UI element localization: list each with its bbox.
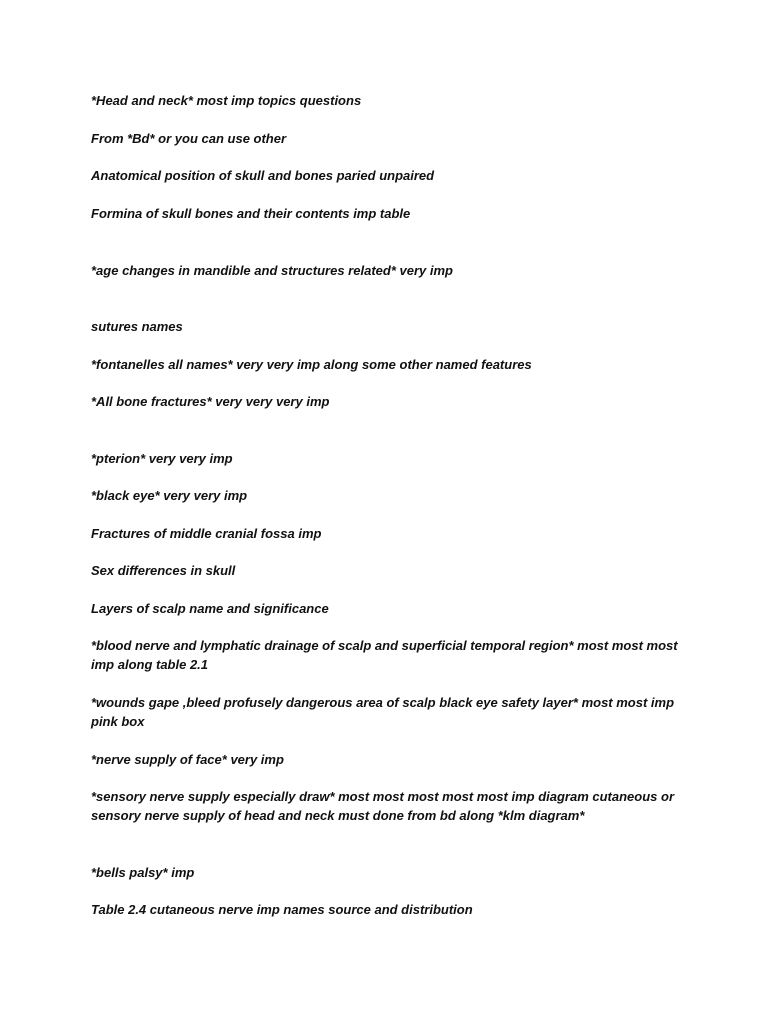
text-line: Fractures of middle cranial fossa imp xyxy=(91,526,322,541)
text-line: Layers of scalp name and significance xyxy=(91,601,329,616)
text-line: *bells palsy* imp xyxy=(91,865,195,880)
text-line: *age changes in mandible and structures related* very imp xyxy=(91,263,453,278)
text-line: sutures names xyxy=(91,319,183,334)
text-line: Sex differences in skull xyxy=(91,563,236,578)
text-line: *wounds gape ,bleed profusely dangerous area of scalp black eye safety layer* most most imp pink box xyxy=(91,695,675,729)
text-line: *nerve supply of face* very imp xyxy=(91,752,284,767)
text-line: From *Bd* or you can use other xyxy=(91,131,287,146)
text-line: *fontanelles all names* very very imp along some other named features xyxy=(91,357,532,372)
heading-line: *Head and neck* most imp topics questions xyxy=(91,93,362,108)
text-line: *black eye* very very imp xyxy=(91,488,248,503)
text-line: *All bone fractures* very very very imp xyxy=(91,394,330,409)
text-line: Anatomical position of skull and bones paried unpaired xyxy=(91,168,435,183)
text-line: Table 2.4 cutaneous nerve imp names source and distribution xyxy=(91,902,473,917)
text-line: *blood nerve and lymphatic drainage of scalp and superficial temporal region* most most most imp along table 2.1 xyxy=(91,638,678,672)
text-line: *pterion* very very imp xyxy=(91,451,233,466)
text-line: Formina of skull bones and their contents imp table xyxy=(91,206,411,221)
text-line: *sensory nerve supply especially draw* most most most most most imp diagram cutaneous or sensory nerve supply of head and neck must done from bd along *klm diagram* xyxy=(91,789,675,823)
